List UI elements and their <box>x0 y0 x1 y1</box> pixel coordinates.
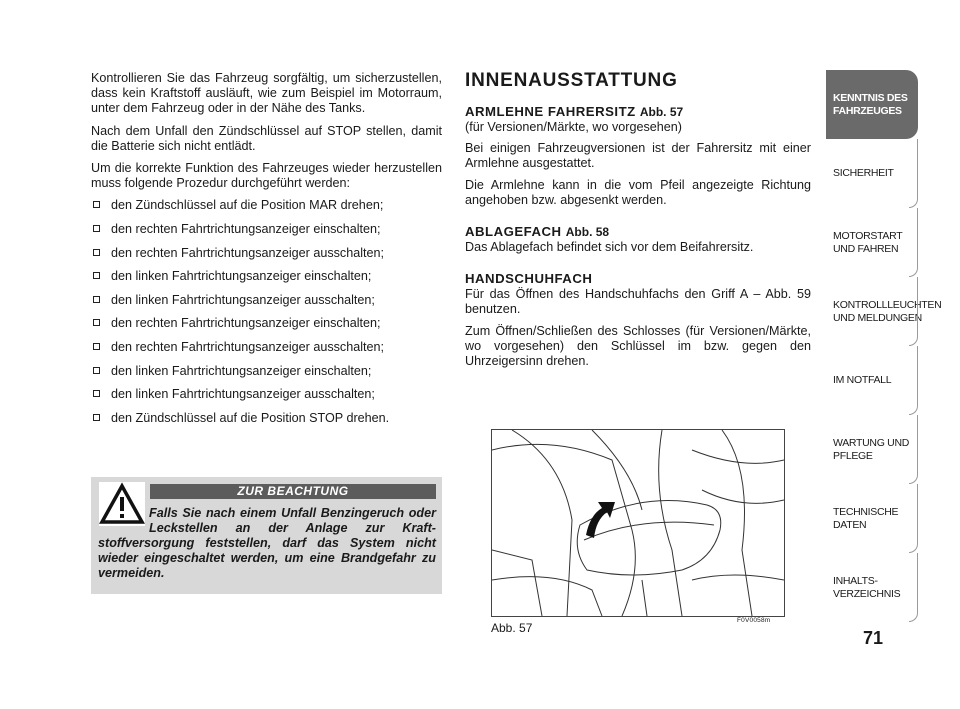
armrest-p1: Bei einigen Fahrzeugversionen ist der Fahrersitz mit einer Armlehne ausgestattet. <box>465 141 811 171</box>
checkbox-square-icon <box>93 343 100 350</box>
armrest-note: (für Versionen/Märkte, wo vorgesehen) <box>465 120 682 134</box>
page-number: 71 <box>862 628 884 648</box>
list-item: den linken Fahrtrichtungsanzeiger einschalten; <box>91 364 442 388</box>
paragraph-key-stop: Nach dem Unfall den Zündschlüssel auf STOP stellen, damit die Batterie sich nicht entlädt. <box>91 123 442 153</box>
list-item: den Zündschlüssel auf die Position STOP drehen. <box>91 411 442 435</box>
list-item: den linken Fahrtrichtungsanzeiger ausschalten; <box>91 293 442 317</box>
left-column <box>91 71 442 434</box>
armrest-heading: ARMLEHNE FAHRERSITZ Abb. 57 <box>465 104 684 119</box>
list-item: den linken Fahrtrichtungsanzeiger ausschalten; <box>91 387 442 411</box>
checkbox-square-icon <box>93 367 100 374</box>
right-column <box>465 70 811 375</box>
warning-heading: ZUR BEACHTUNG <box>150 484 436 499</box>
list-item: den rechten Fahrtrichtungsanzeiger einschalten; <box>91 222 442 246</box>
list-item: den rechten Fahrtrichtungsanzeiger ausschalten; <box>91 246 442 270</box>
armrest-illustration-icon <box>492 430 784 616</box>
figure-caption: Abb. 57 <box>491 621 533 635</box>
checkbox-square-icon <box>93 296 100 303</box>
checkbox-square-icon <box>93 201 100 208</box>
glovebox-p2: Zum Öffnen/Schließen des Schlosses (für Versionen/Märkte, wo vorgesehen) den Schlüssel im bzw. gegen den Uhrzeigersinn drehen. <box>465 323 811 369</box>
paragraph-procedure-intro: Um die korrekte Funktion des Fahrzeuges wieder herzustellen muss folgende Prozedur durchgeführt werden: <box>91 161 442 191</box>
figure-armrest <box>491 429 785 617</box>
checkbox-square-icon <box>93 272 100 279</box>
warning-box <box>91 477 442 594</box>
list-item: den rechten Fahrtrichtungsanzeiger einschalten; <box>91 316 442 340</box>
glovebox-p1: Für das Öffnen des Handschuhfachs den Griff A – Abb. 59 benutzen. <box>465 287 811 317</box>
checkbox-square-icon <box>93 225 100 232</box>
list-item: den rechten Fahrtrichtungsanzeiger ausschalten; <box>91 340 442 364</box>
checkbox-square-icon <box>93 414 100 421</box>
list-item: den Zündschlüssel auf die Position MAR drehen; <box>91 198 442 222</box>
checkbox-square-icon <box>93 319 100 326</box>
figure-ref: Abb. 58 <box>565 225 610 240</box>
storage-p1: Das Ablagefach befindet sich vor dem Beifahrersitz. <box>465 240 754 255</box>
tab-sicherheit[interactable]: SICHERHEIT <box>826 139 918 208</box>
list-item: den linken Fahrtrichtungsanzeiger einschalten; <box>91 269 442 293</box>
storage-heading: ABLAGEFACH Abb. 58 <box>465 224 610 240</box>
armrest-p2: Die Armlehne kann in die vom Pfeil angezeigte Richtung angehoben bzw. abgesenkt werden. <box>465 177 811 207</box>
chapter-sidebar <box>826 70 942 622</box>
tab-technische-daten[interactable]: TECHNISCHE DATEN <box>826 484 918 553</box>
paragraph-fuel-check: Kontrollieren Sie das Fahrzeug sorgfältig, um sicherzustellen, dass kein Kraftstoff ausläuft, wie zum Beispiel im Motorraum, unter dem Fahrzeug oder in der Nähe des Tanks. <box>91 71 442 116</box>
warning-text: Falls Sie nach einem Unfall Benzingeruch oder Leckstellen an der Anlage zur Kraftstoffversorgung feststellen, darf das System nicht wieder eingeschaltet werden, um eine Brandgefahr zu vermeiden. <box>98 506 436 580</box>
tab-inhaltsverzeichnis[interactable]: INHALTS- VERZEICHNIS <box>826 553 918 622</box>
figure-ref: Abb. 57 <box>639 105 684 119</box>
figure-code: F0V0058m <box>737 617 771 624</box>
checkbox-square-icon <box>93 390 100 397</box>
glovebox-heading: HANDSCHUHFACH <box>465 271 593 287</box>
tab-wartung[interactable]: WARTUNG UND PFLEGE <box>826 415 918 484</box>
tab-kenntnis-des-fahrzeuges[interactable]: KENNTNIS DES FAHRZEUGES <box>826 70 918 139</box>
section-title: INNENAUSSTATTUNG <box>465 70 678 91</box>
tab-motorstart[interactable]: MOTORSTART UND FAHREN <box>826 208 918 277</box>
tab-im-notfall[interactable]: IM NOTFALL <box>826 346 918 415</box>
procedure-list <box>91 198 442 434</box>
tab-kontrollleuchten[interactable]: KONTROLLLEUCHTEN UND MELDUNGEN <box>826 277 918 346</box>
checkbox-square-icon <box>93 249 100 256</box>
